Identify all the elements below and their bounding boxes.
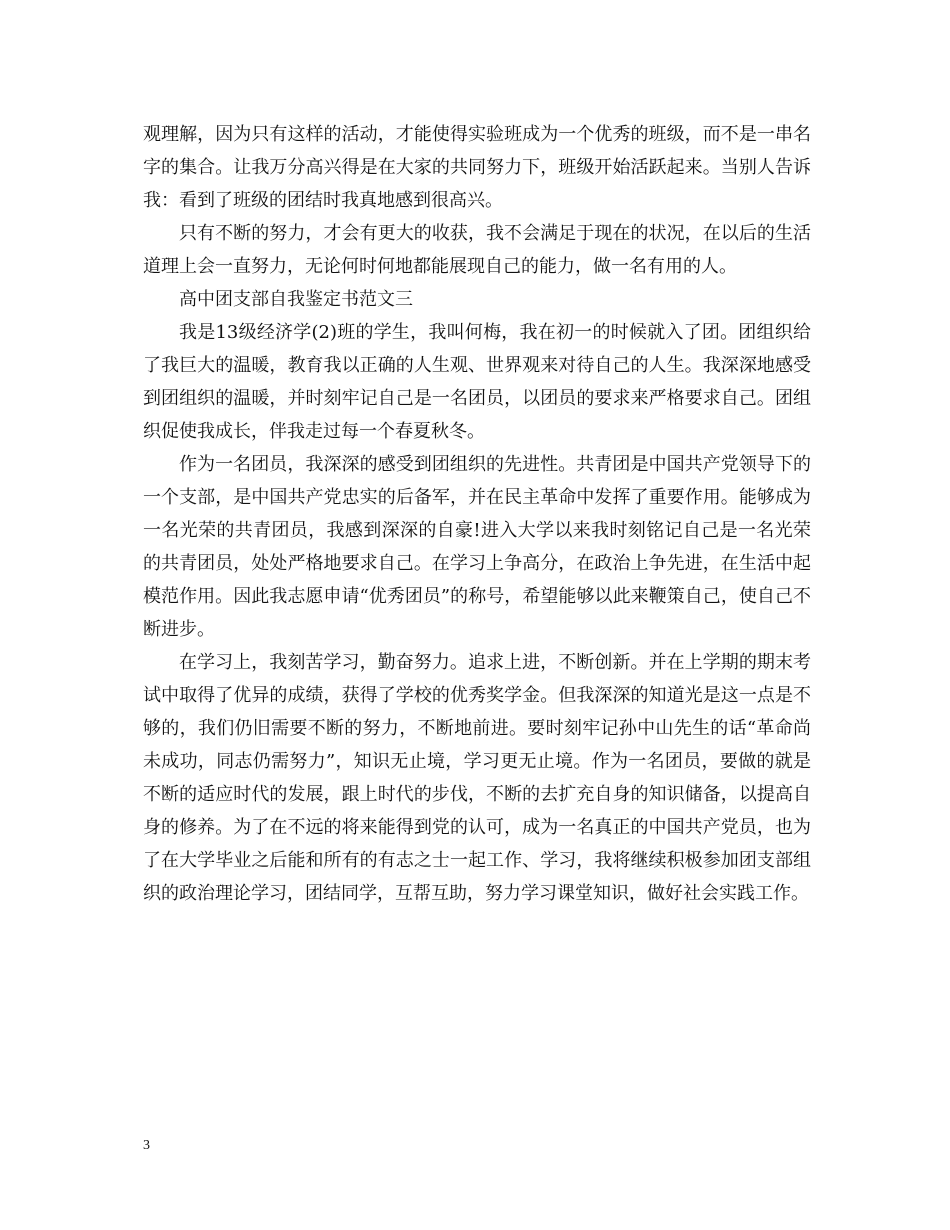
paragraph-continuation: 观理解，因为只有这样的活动，才能使得实验班成为一个优秀的班级，而不是一串名字的集合。让我万分高兴得是在大家的共同努力下，班级开始活跃起来。当别人告诉我：看到了班级的团结时我真地感到很高兴。 [143,124,811,211]
paragraph: 我是13级经济学(2)班的学生，我叫何梅，我在初一的时候就入了团。团组织给了我巨大的温暖，教育我以正确的人生观、世界观来对待自己的人生。我深深地感受到团组织的温暖，并时刻牢记自己是一名团员，以团员的要求来严格要求自己。团组织促使我成长，伴我走过每一个春夏秋冬。 [143,322,811,442]
paragraph: 只有不断的努力，才会有更大的收获，我不会满足于现在的状况，在以后的生活道理上会一直努力，无论何时何地都能展现自己的能力，做一名有用的人。 [143,223,811,277]
section-heading: 高中团支部自我鉴定书范文三 [179,289,413,310]
paragraph: 在学习上，我刻苦学习，勤奋努力。追求上进，不断创新。并在上学期的期末考试中取得了优异的成绩，获得了学校的优秀奖学金。但我深深的知道光是这一点是不够的，我们仍旧需要不断的努力，不断地前进。要时刻牢记孙中山先生的话“革命尚未成功，同志仍需努力”，知识无止境，学习更无止境。作为一名团员，要做的就是不断的适应时代的发展，跟上时代的步伐，不断的去扩充自身的知识储备，以提高自身的修养。为了在不远的将来能得到党的认可，成为一名真正的中国共产党员，也为了在大学毕业之后能和所有的有志之士一起工作、学习，我将继续积极参加团支部组织的政治理论学习，团结同学，互帮互助，努力学习课堂知识，做好社会实践工作。 [143,652,811,904]
paragraph: 作为一名团员，我深深的感受到团组织的先进性。共青团是中国共产党领导下的一个支部，是中国共产党忠实的后备军，并在民主革命中发挥了重要作用。能够成为一名光荣的共青团员，我感到深深的自豪!进入大学以来我时刻铭记自己是一名光荣的共青团员，处处严格地要求自己。在学习上争高分，在政治上争先进，在生活中起模范作用。因此我志愿申请“优秀团员”的称号，希望能够以此来鞭策自己，使自己不断进步。 [143,454,811,640]
page-number: 3 [143,1138,150,1153]
document-body [143,118,811,910]
